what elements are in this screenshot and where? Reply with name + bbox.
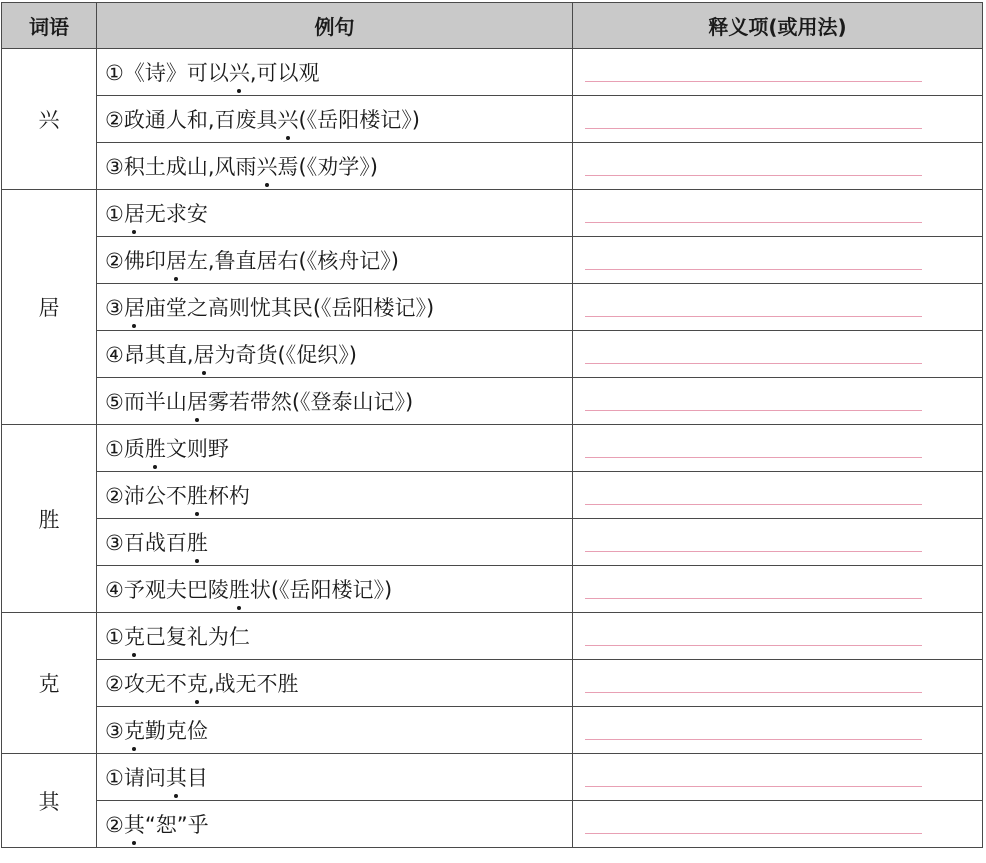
sentence-text: ③ [105,296,124,320]
example-sentence [97,49,573,96]
example-sentence [97,284,573,331]
sentence-text: 勤克俭 [144,719,208,743]
example-sentence [97,566,573,613]
meaning-answer-field[interactable] [573,519,983,566]
sentence-text: 为奇货(《促织》) [214,343,357,367]
table-row [2,613,983,660]
sentence-text: 己复礼为仁 [144,625,250,649]
sentence-text: ,可以观 [249,61,320,85]
meaning-answer-field[interactable] [573,143,983,190]
key-character: 兴 [229,57,250,87]
table-row [2,660,983,707]
answer-line [585,551,922,552]
meaning-answer-field[interactable] [573,190,983,237]
meaning-answer-field[interactable] [573,331,983,378]
header-example: 例句 [97,3,573,49]
sentence-text: 左,鲁直居右(《核舟记》) [186,249,399,273]
answer-line [585,692,922,693]
example-sentence [97,472,573,519]
table-row [2,472,983,519]
answer-line [585,128,922,129]
answer-line [585,363,922,364]
key-character: 其 [124,809,145,839]
key-character: 克 [187,668,208,698]
table-row [2,49,983,96]
sentence-text: ③积土成山,风雨 [105,155,257,179]
example-sentence [97,96,573,143]
sentence-text: ②政通人和,百废具 [105,108,278,132]
key-character: 克 [124,715,145,745]
meaning-answer-field[interactable] [573,801,983,848]
answer-line [585,833,922,834]
sentence-text: ③百战百 [105,531,187,555]
answer-line [585,410,922,411]
table-row [2,378,983,425]
example-sentence [97,143,573,190]
key-character: 居 [166,245,187,275]
key-character: 胜 [187,527,208,557]
word-cell: 兴 [2,49,97,190]
example-sentence [97,331,573,378]
header-word: 词语 [2,3,97,49]
meaning-answer-field[interactable] [573,613,983,660]
table-row [2,707,983,754]
sentence-text: ④昂其直, [105,343,194,367]
example-sentence [97,519,573,566]
table-row [2,143,983,190]
key-character: 居 [124,292,145,322]
answer-line [585,739,922,740]
sentence-text: ②佛印 [105,249,166,273]
sentence-text: 无求安 [144,202,208,226]
key-character: 胜 [145,433,166,463]
answer-line [585,598,922,599]
meaning-answer-field[interactable] [573,237,983,284]
key-character: 兴 [278,104,299,134]
vocabulary-table [1,2,983,848]
key-character: 居 [124,198,145,228]
table-row [2,566,983,613]
sentence-text: 庙堂之高则忧其民(《岳阳楼记》) [144,296,435,320]
sentence-text: ,战无不胜 [207,672,299,696]
sentence-text: ① [105,202,124,226]
table-row [2,519,983,566]
example-sentence [97,190,573,237]
sentence-text: 目 [186,766,208,790]
example-sentence [97,613,573,660]
answer-line [585,645,922,646]
table-row [2,425,983,472]
meaning-answer-field[interactable] [573,49,983,96]
sentence-text: ①质 [105,437,145,461]
example-sentence [97,707,573,754]
answer-line [585,457,922,458]
table-row [2,801,983,848]
meaning-answer-field[interactable] [573,754,983,801]
answer-line [585,81,922,82]
key-character: 兴 [257,151,278,181]
answer-line [585,316,922,317]
example-sentence [97,754,573,801]
table-row [2,284,983,331]
word-cell: 其 [2,754,97,848]
key-character: 居 [187,386,208,416]
sentence-text: ④予观夫巴陵 [105,578,229,602]
key-character: 居 [194,339,215,369]
sentence-text: 雾若带然(《登泰山记》) [207,390,414,414]
example-sentence [97,237,573,284]
key-character: 胜 [187,480,208,510]
meaning-answer-field[interactable] [573,707,983,754]
key-character: 其 [166,762,187,792]
sentence-text: 文则野 [165,437,229,461]
sentence-text: “恕”乎 [144,813,209,837]
meaning-answer-field[interactable] [573,472,983,519]
sentence-text: ⑤而半山 [105,390,187,414]
sentence-text: ②攻无不 [105,672,187,696]
header-row [2,3,983,49]
meaning-answer-field[interactable] [573,425,983,472]
header-meaning: 释义项(或用法) [573,3,983,49]
sentence-text: 状(《岳阳楼记》) [249,578,393,602]
sentence-text: ① [105,625,124,649]
key-character: 克 [124,621,145,651]
meaning-answer-field[interactable] [573,96,983,143]
sentence-text: (《岳阳楼记》) [298,108,420,132]
sentence-text: 焉(《劝学》) [277,155,378,179]
word-cell: 克 [2,613,97,754]
table-row [2,237,983,284]
answer-line [585,222,922,223]
sentence-text: 杯杓 [207,484,250,508]
example-sentence [97,660,573,707]
meaning-answer-field[interactable] [573,660,983,707]
meaning-answer-field[interactable] [573,566,983,613]
key-character: 胜 [229,574,250,604]
sentence-text: ①请问 [105,766,166,790]
example-sentence [97,425,573,472]
sentence-text: ③ [105,719,124,743]
table-row [2,331,983,378]
meaning-answer-field[interactable] [573,378,983,425]
sentence-text: ①《诗》可以 [105,61,229,85]
answer-line [585,175,922,176]
example-sentence [97,378,573,425]
table-row [2,754,983,801]
meaning-answer-field[interactable] [573,284,983,331]
answer-line [585,504,922,505]
table-row [2,96,983,143]
sentence-text: ② [105,813,124,837]
table-row [2,190,983,237]
example-sentence [97,801,573,848]
answer-line [585,269,922,270]
word-cell: 居 [2,190,97,425]
word-cell: 胜 [2,425,97,613]
sentence-text: ②沛公不 [105,484,187,508]
answer-line [585,786,922,787]
